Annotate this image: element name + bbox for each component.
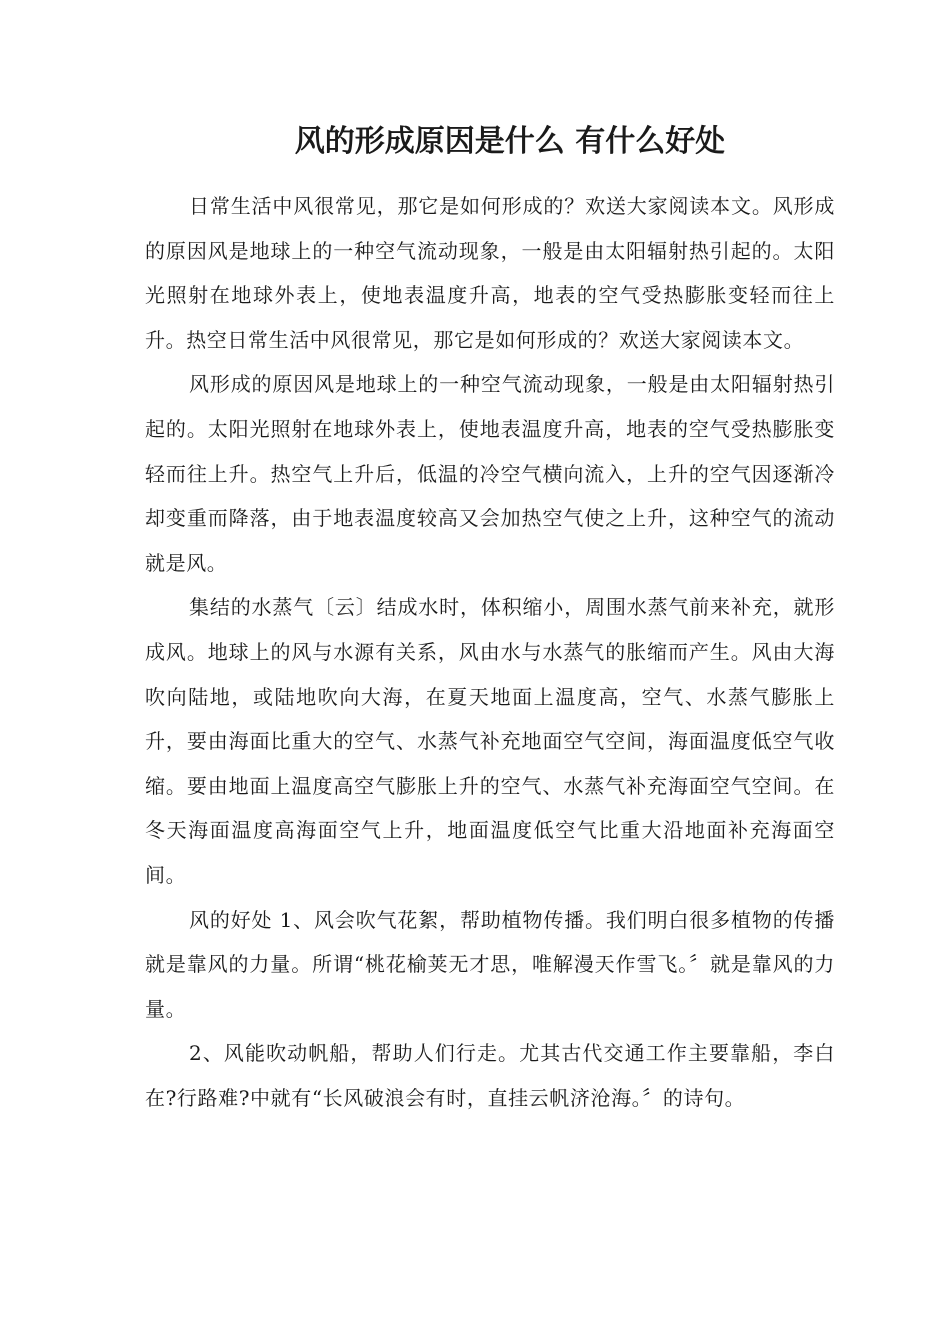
paragraph-water-vapor: 集结的水蒸气〔云〕结成水时，体积缩小，周围水蒸气前来补充，就形成风。地球上的风与水源有关系，风由水与水蒸气的胀缩而产生。风由大海吹向陆地，或陆地吹向大海，在夏天地面上温度高，空气、水蒸气膨胀上升，要由海面比重大的空气、水蒸气补充地面空气空间，海面温度低空气收缩。要由地面上温度高空气膨胀上升的空气、水蒸气补充海面空气空间。在冬天海面温度高海面空气上升，地面温度低空气比重大沿地面补充海面空间。 bbox=[145, 595, 835, 887]
paragraph-wind-formation: 风形成的原因风是地球上的一种空气流动现象，一般是由太阳辐射热引起的。太阳光照射在地球外表上，使地表温度升高，地表的空气受热膨胀变轻而往上升。热空气上升后，低温的冷空气横向流入，上升的空气因逐渐冷却变重而降落，由于地表温度较高又会加热空气使之上升，这种空气的流动就是风。 bbox=[145, 372, 835, 575]
paragraph-intro: 日常生活中风很常见，那它是如何形成的？欢送大家阅读本文。风形成的原因风是地球上的一种空气流动现象，一般是由太阳辐射热引起的。太阳光照射在地球外表上，使地表温度升高，地表的空气受热膨胀变轻而往上升。热空日常生活中风很常见，那它是如何形成的？欢送大家阅读本文。 bbox=[145, 194, 835, 352]
document-title: 风的形成原因是什么 有什么好处 bbox=[294, 124, 726, 159]
document-body bbox=[145, 184, 835, 1120]
paragraph-benefit-1: 风的好处 1、风会吹气花絮，帮助植物传播。我们明白很多植物的传播就是靠风的力量。所谓“桃花榆荚无才思，唯解漫天作雪飞。〞就是靠风的力量。 bbox=[145, 907, 836, 1021]
paragraph-benefit-2: 2、风能吹动帆船，帮助人们行走。尤其古代交通工作主要靠船，李白在?行路难?中就有“长风破浪会有时，直挂云帆济沧海。〞的诗句。 bbox=[145, 1041, 835, 1110]
